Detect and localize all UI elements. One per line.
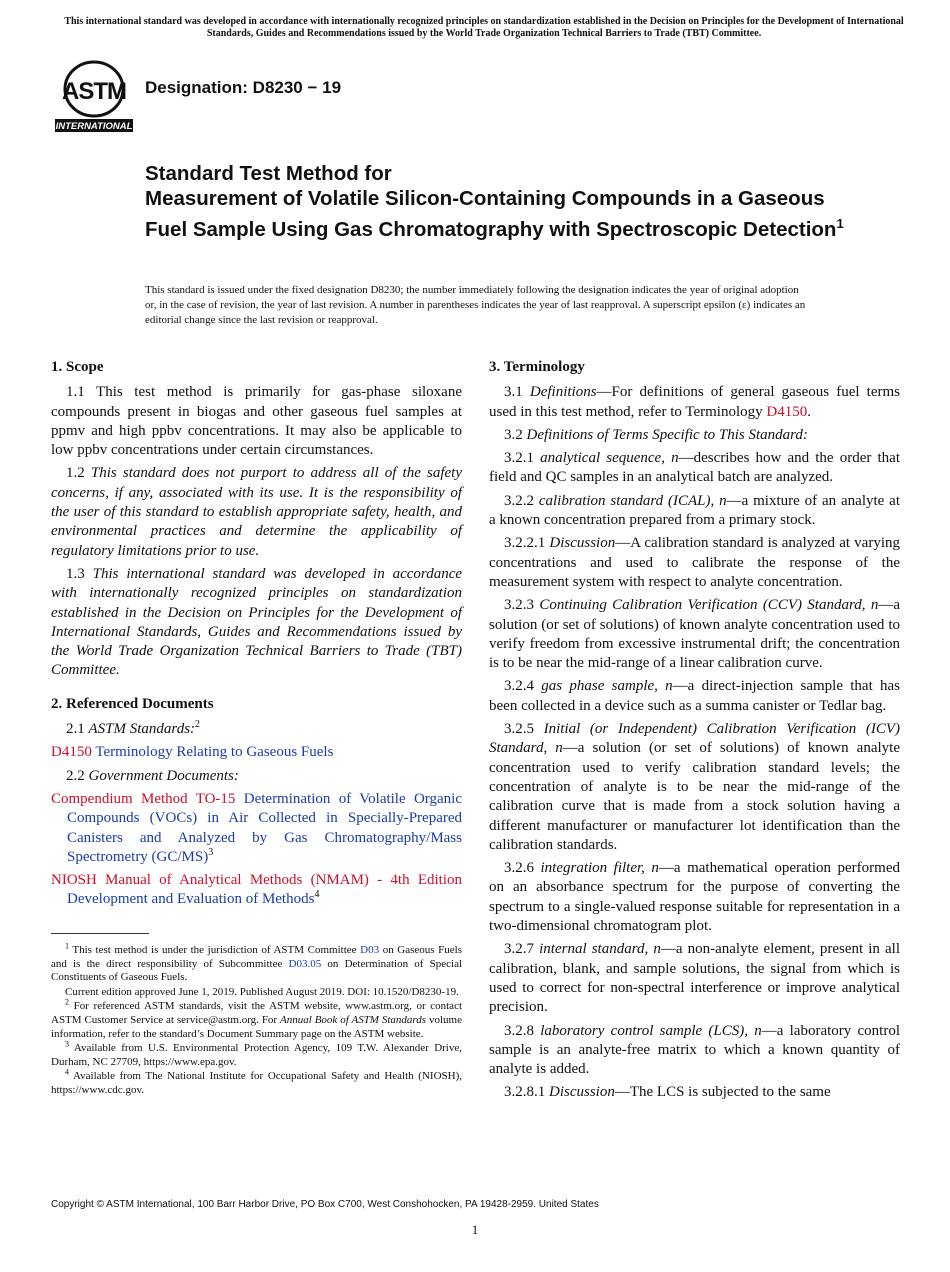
footnote-4: $^4$ Available from The National Institute for Occupational Safety and Health (NIOSH), https://www.cdc.gov.	[51, 1067, 462, 1096]
logo-text: ASTM	[62, 78, 126, 105]
footnote-rule	[51, 933, 149, 934]
footnote-3: $^3$ Available from U.S. Environmental Protection Agency, 109 T.W. Alexander Drive, Durham, NC 27709, https://www.epa.gov.	[51, 1039, 462, 1068]
term-3-2-6: 3.2.6 integration filter, n—a mathematical operation performed on an absorbance spectrum for the purpose of converting the spectrum to a single-valued response suitable for representation in a two-dimensional chromatogram plot.	[489, 860, 900, 935]
ref-to15: Compendium Method TO-15 Determination of Volatile Organic Compounds (VOCs) in Air Collected in Specially-Prepared Canisters and Analyzed by Gas Chromatography/Mass Spectrometry $(GC/MS)^3$	[51, 790, 462, 865]
term-3-2-3: 3.2.3 Continuing Calibration Verification (CCV) Standard, n—a solution (or set of solutions) of known analyte concentration used to verify freedom from excessive instrumental drift; the concentration is to be near the mid-range of a linear calibration curve.	[489, 597, 900, 672]
footnote-2: $^2$ For referenced ASTM standards, visit the ASTM website, www.astm.org, or contact ASTM Customer Service at service@astm.org. For Annual Book of ASTM Standards volume information, refer to the standard’s Document Summary page on the ASTM website.	[51, 997, 463, 1040]
subcommittee-d0305-link[interactable]: D03.05	[288, 957, 322, 970]
term-3-2-8: 3.2.8 laboratory control sample (LCS), n—a laboratory control sample is an analyte-free matrix to which a known quantity of analyte is added.	[489, 1022, 900, 1078]
term-d4150-link[interactable]: D4150	[766, 403, 808, 420]
issued-note: This standard is issued under the fixed designation D8230; the number immediately following the designation indicates the year of original adoption or, in the case of revision, the year of last revision. A number in parentheses indicates the year of last reapproval. A superscript epsilon (ε) indicates an editorial change since the last revision or reapproval.	[145, 284, 806, 326]
footnotes	[51, 941, 463, 1099]
scope-heading: 1. Scope	[51, 359, 104, 375]
title-footnote-mark: 1	[836, 216, 844, 231]
term-3-2-4: 3.2.4 gas phase sample, n—a direct-injection sample that has been collected in a device such as a summa canister or Tedlar bag.	[489, 678, 901, 714]
left-column	[51, 358, 462, 914]
title-line1: Standard Test Method for	[145, 162, 392, 185]
term-3-2-2-1: 3.2.2.1 Discussion—A calibration standard is analyzed at varying concentrations and used to calibrate the response of the measurement system with respect to analyte concentration.	[489, 535, 900, 590]
term-3-2: 3.2 Definitions of Terms Specific to This Standard:	[504, 426, 808, 443]
page-number: 1	[471, 1222, 479, 1237]
ref-d4150-code-link[interactable]: D4150	[51, 744, 92, 761]
right-column	[489, 358, 900, 1107]
ref-niosh-code-link[interactable]: NIOSH Manual of Analytical Methods (NMAM) - 4th Edition	[51, 872, 462, 889]
term-3-2-1: 3.2.1 analytical sequence, n—describes how and the order that field and QC samples in an analytical batch are analyzed.	[489, 450, 900, 486]
term-3-1: 3.1 Definitions—For definitions of general gaseous fuel terms used in this test method, refer to Terminology D4150.	[489, 384, 901, 420]
term-3-2-7: 3.2.7 internal standard, n—a non-analyte element, present in all calibration, blank, and sample solutions, the signal from which is used to correct for non-spectral interference or improve analytical precision.	[489, 941, 900, 1016]
ref-to15-code-link[interactable]: Compendium Method TO-15	[51, 790, 236, 807]
gov-documents-label: 2.2 Government Documents:	[66, 767, 239, 784]
top-notice: This international standard was developed in accordance with internationally recognized principles on standardization established in the Decision on Principles for the Development of International Standards, Guides and Recommendations issued by the World Trade Organization Technical Barriers to Trade (TBT) Committee.	[64, 16, 904, 39]
copyright: Copyright © ASTM International, 100 Barr Harbor Drive, PO Box C700, West Conshohocken, PA 19428-2959. United States	[51, 1199, 599, 1210]
ref-d4150	[51, 743, 462, 762]
referenced-heading: 2. Referenced Documents	[51, 695, 214, 712]
document-title	[145, 161, 865, 242]
term-3-2-5: 3.2.5 Initial (or Independent) Calibration Verification (ICV) Standard, n—a solution (or set of solutions) of known analyte concentration used to verify calibration standard levels; the concentration of analyte is to be near the mid-range of the calibration curve that is made from a stock solution having a different manufacturer or manufacturer lot identification than the calibration standards.	[489, 721, 900, 853]
title-line2: Measurement of Volatile Silicon-Containing Compounds in a Gaseous Fuel Sample Using Gas Chromatography with Spectroscopic Detection	[145, 187, 837, 241]
scope-1-1: 1.1 This test method is primarily for gas-phase siloxane compounds present in biogas and other gaseous fuel samples at ppmv and high ppbv concentrations. It may also be applicable to low ppbv concentrations under certain circumstances.	[51, 384, 462, 459]
scope-1-2: 1.2 This standard does not purport to address all of the safety concerns, if any, associated with its use. It is the responsibility of the user of this standard to establish appropriate safety, health, and environmental practices and determine the applicability of regulatory limitations prior to use.	[51, 465, 463, 559]
astm-standards-label: 2.1 ASTM Standards:$^2$	[66, 719, 201, 738]
ref-to15-title-link[interactable]: Determination of Volatile Organic Compounds (VOCs) in Air Collected in Specially-Prepared Canisters and Analyzed by Gas Chromatography/Mass Spectrometry (GC/MS)	[67, 790, 462, 865]
astm-logo	[55, 58, 133, 132]
ref-niosh-title-link[interactable]: Development and Evaluation of Methods	[67, 891, 315, 908]
committee-d03-link[interactable]: D03	[360, 944, 380, 956]
logo-subtext: INTERNATIONAL	[55, 121, 133, 132]
designation: Designation: D8230 − 19	[145, 78, 342, 97]
ref-niosh: NIOSH Manual of Analytical Methods (NMAM) - 4th Edition Development and Evaluation of Methods$^4$	[51, 872, 462, 908]
term-3-2-8-1: 3.2.8.1 Discussion—The LCS is subjected to the same	[504, 1084, 831, 1101]
footnote-edition: Current edition approved June 1, 2019. Published August 2019. DOI: 10.1520/D8230-19.	[65, 985, 459, 998]
ref-d4150-title-link[interactable]: Terminology Relating to Gaseous Fuels	[95, 744, 334, 761]
scope-1-3: 1.3 This international standard was developed in accordance with internationally recognized principles on standardization established in the Decision on Principles for the Development of International Standards, Guides and Recommendations issued by the World Trade Organization Technical Barriers to Trade (TBT) Committee.	[51, 565, 463, 679]
terminology-heading: 3. Terminology	[489, 359, 585, 375]
term-3-2-2: 3.2.2 calibration standard (ICAL), n—a mixture of an analyte at a known concentration prepared from a primary stock.	[489, 492, 900, 529]
footnote-1: $^1$ This test method is under the jurisdiction of ASTM Committee D03 on Gaseous Fuels and is the direct responsibility of Subcommittee D03.05 on Determination of Special Constituents of Gaseous Fuels.	[51, 941, 463, 984]
